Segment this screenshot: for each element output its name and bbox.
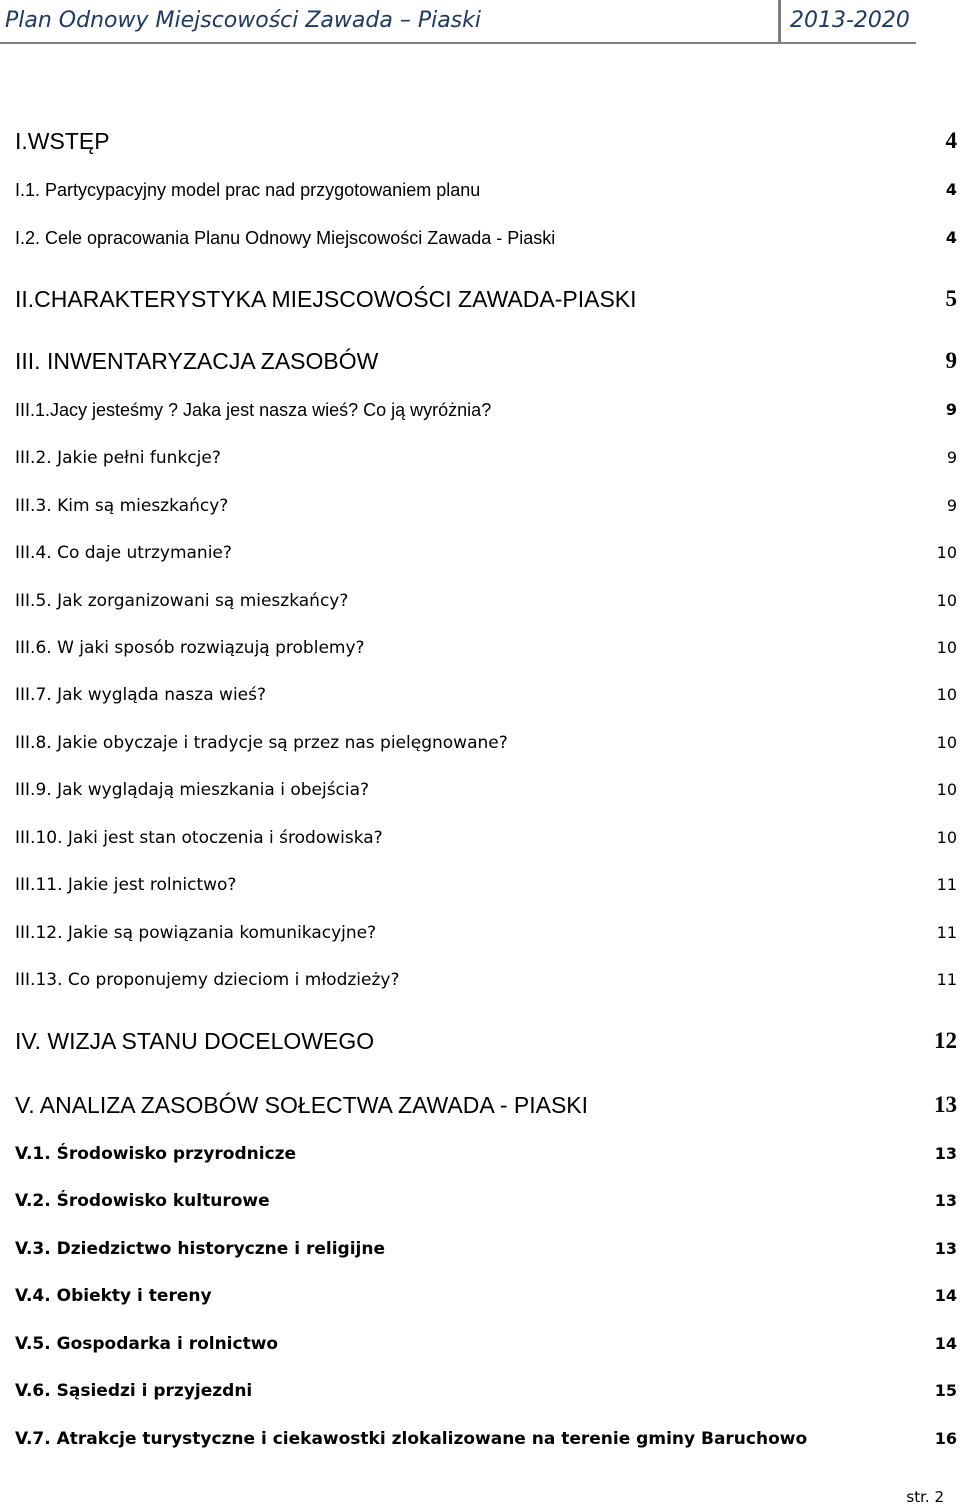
toc-entry-label: I.1. Partycypacyjny model prac nad przygotowaniem planu [15, 180, 481, 200]
header-rule [0, 42, 916, 44]
toc-entry-label: I.2. Cele opracowania Planu Odnowy Miejscowości Zawada - Piaski [15, 228, 556, 248]
toc-entry-page: 5 [945, 286, 957, 311]
page-header [0, 0, 960, 46]
toc-entry-page: 10 [936, 685, 957, 704]
toc-entry-label: III.5. Jak zorganizowani są mieszkańcy? [15, 591, 349, 611]
toc-entry-label: V.6. Sąsiedzi i przyjezdni [15, 1381, 253, 1401]
toc-entry-label: II.CHARAKTERYSTYKA MIEJSCOWOŚCI ZAWADA-PIASKI [15, 286, 637, 312]
toc-entry-page: 16 [934, 1429, 957, 1448]
toc-entry-label: III.13. Co proponujemy dzieciom i młodzieży? [15, 970, 400, 990]
toc-entry-page: 9 [945, 348, 957, 373]
toc-entry-label: III.8. Jakie obyczaje i tradycje są przez nas pielęgnowane? [15, 733, 508, 753]
toc-entry-page: 10 [936, 591, 957, 610]
toc-entry-label: III.7. Jak wygląda nasza wieś? [15, 685, 267, 705]
toc-entry-page: 10 [936, 828, 957, 847]
toc-entry-page: 13 [934, 1092, 957, 1117]
toc-entry-page: 9 [946, 496, 957, 515]
toc-entry-page: 13 [934, 1239, 957, 1258]
toc-entry-label: IV. WIZJA STANU DOCELOWEGO [15, 1028, 375, 1054]
document-years: 2013-2020 [790, 8, 910, 33]
toc-entry-page: 4 [945, 180, 957, 199]
toc-entry-page: 13 [934, 1191, 957, 1210]
toc-entry-page: 15 [934, 1381, 957, 1400]
page-number: str. 2 [906, 1488, 944, 1506]
toc-entry-page: 9 [945, 400, 957, 419]
toc-entry-label: V.7. Atrakcje turystyczne i ciekawostki zlokalizowane na terenie gminy Baruchowo [15, 1429, 808, 1449]
toc-entry-label: V. ANALIZA ZASOBÓW SOŁECTWA ZAWADA - PIASKI [15, 1092, 589, 1118]
toc-entry-page: 11 [936, 875, 957, 894]
toc-entry-page: 11 [936, 970, 957, 989]
toc-entry-page: 4 [945, 228, 957, 247]
document-title: Plan Odnowy Miejscowości Zawada – Piaski [5, 8, 481, 33]
toc-entry-page: 10 [936, 543, 957, 562]
toc-entry-label: V.1. Środowisko przyrodnicze [15, 1144, 297, 1164]
toc-entry-label: III.4. Co daje utrzymanie? [15, 543, 232, 563]
toc-entry-page: 11 [936, 923, 957, 942]
toc-entry-page: 14 [934, 1334, 957, 1353]
toc-entry-label: I.WSTĘP [15, 128, 110, 154]
toc-entry-label: III.2. Jakie pełni funkcje? [15, 448, 221, 468]
toc-entry-label: V.5. Gospodarka i rolnictwo [15, 1334, 279, 1354]
toc-entry-page: 9 [946, 448, 957, 467]
toc-entry-label: III.6. W jaki sposób rozwiązują problemy? [15, 638, 365, 658]
toc-entry-label: V.4. Obiekty i tereny [15, 1286, 212, 1306]
toc-entry-page: 13 [934, 1144, 957, 1163]
toc-entry-label: III. INWENTARYZACJA ZASOBÓW [15, 348, 379, 374]
toc-entry-page: 4 [945, 128, 957, 153]
toc-entry-label: III.1.Jacy jesteśmy ? Jaka jest nasza wieś? Co ją wyróżnia? [15, 400, 492, 420]
toc-entry-page: 12 [934, 1028, 957, 1053]
toc-entry-label: III.11. Jakie jest rolnictwo? [15, 875, 237, 895]
toc-entry-page: 10 [936, 733, 957, 752]
toc-entry-page: 10 [936, 780, 957, 799]
toc-entry-label: V.3. Dziedzictwo historyczne i religijne [15, 1239, 385, 1259]
toc-entry-page: 14 [934, 1286, 957, 1305]
toc-entry-page: 10 [936, 638, 957, 657]
header-separator [778, 0, 781, 42]
toc-entry-label: III.3. Kim są mieszkańcy? [15, 496, 229, 516]
toc-entry-label: III.9. Jak wyglądają mieszkania i obejścia? [15, 780, 370, 800]
toc-entry-label: III.10. Jaki jest stan otoczenia i środowiska? [15, 828, 383, 848]
toc-entry-label: V.2. Środowisko kulturowe [15, 1191, 270, 1211]
toc-entry-label: III.12. Jakie są powiązania komunikacyjne? [15, 923, 377, 943]
